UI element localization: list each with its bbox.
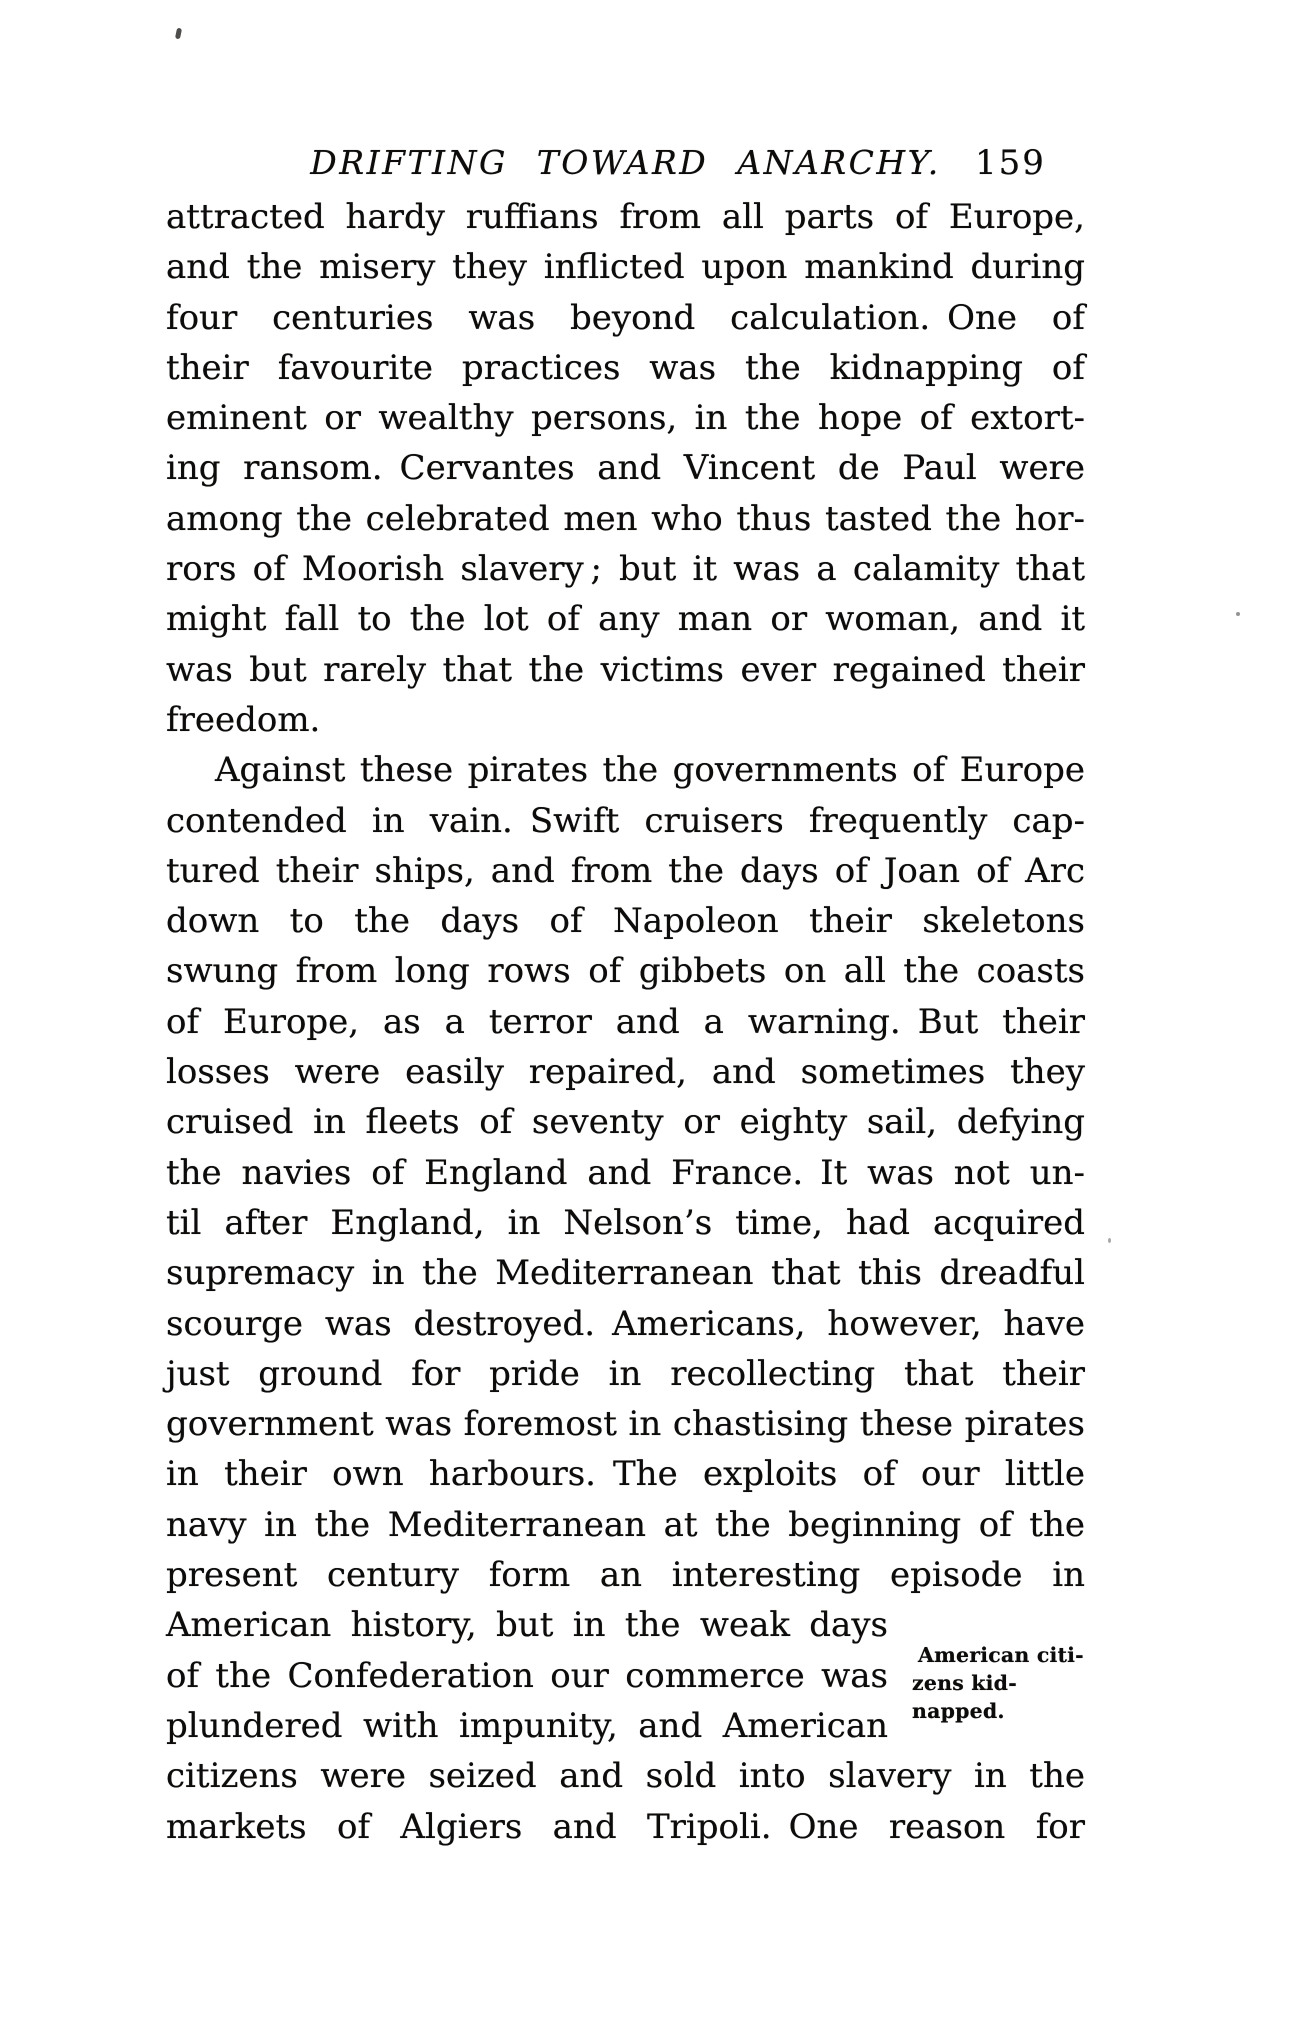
text-line: eminent or wealthy persons, in the hope of extort- [166, 398, 1085, 439]
text-line: til after England, in Nelson’s time, had acquired [166, 1202, 1085, 1243]
text-line: losses were easily repaired, and sometimes they [166, 1052, 1085, 1093]
text-line: government was foremost in chastising these pirates [166, 1404, 1085, 1445]
text-line: of Europe, as a terror and a warning. But their [166, 1001, 1085, 1042]
margin-note [912, 1641, 1102, 1725]
page-number: 159 [975, 143, 1046, 183]
text-line: citizens were seized and sold into slavery in the [166, 1756, 1085, 1797]
text-line: just ground for pride in recollecting that their [166, 1353, 1085, 1394]
text-line: present century form an interesting episode in [166, 1555, 1085, 1596]
text-line: rors of Moorish slavery ; but it was a calamity that [166, 549, 1085, 590]
text-line: freedom. [166, 699, 321, 740]
text-line: four centuries was beyond calculation. One of [166, 297, 1085, 338]
text-line: American history, but in the weak days [166, 1605, 888, 1646]
margin-note-line: napped. [912, 1699, 1005, 1723]
text-line: contended in vain. Swift cruisers frequently cap- [166, 800, 1085, 841]
text-line: tured their ships, and from the days of Joan of Arc [166, 850, 1085, 891]
text-block [166, 192, 1085, 1852]
text-line: their favourite practices was the kidnapping of [166, 347, 1085, 388]
running-head-title: DRIFTING TOWARD ANARCHY. [310, 143, 941, 182]
scan-speck [1236, 612, 1240, 616]
text-line: might fall to the lot of any man or woman, and it [166, 599, 1085, 640]
text-line: scourge was destroyed. Americans, however, have [166, 1303, 1085, 1344]
text-line: swung from long rows of gibbets on all the coasts [166, 951, 1085, 992]
text-line: was but rarely that the victims ever regained their [166, 649, 1085, 690]
text-line: cruised in fleets of seventy or eighty sail, defying [166, 1102, 1085, 1143]
text-line: ing ransom. Cervantes and Vincent de Paul were [166, 448, 1085, 489]
text-line: in their own harbours. The exploits of our little [166, 1454, 1085, 1495]
text-line: plundered with impunity, and American [166, 1705, 888, 1746]
text-line: Against these pirates the governments of Europe [215, 750, 1085, 791]
text-line: down to the days of Napoleon their skeletons [166, 901, 1085, 942]
text-line: markets of Algiers and Tripoli. One reason for [166, 1806, 1085, 1847]
scan-speck [1108, 1238, 1111, 1243]
scan-speck [175, 28, 182, 40]
text-line: attracted hardy ruffians from all parts of Europe, [166, 197, 1085, 237]
margin-note-line: American citi- [918, 1643, 1084, 1667]
text-line: of the Confederation our commerce was [166, 1655, 888, 1696]
text-line: supremacy in the Mediterranean that this dreadful [166, 1253, 1085, 1294]
text-line: among the celebrated men who thus tasted the hor- [166, 498, 1085, 539]
text-line: and the misery they inflicted upon mankind during [166, 247, 1085, 288]
text-line: navy in the Mediterranean at the beginning of the [166, 1504, 1085, 1545]
margin-note-line: zens kid- [912, 1671, 1017, 1695]
text-line: the navies of England and France. It was not un- [166, 1152, 1085, 1193]
